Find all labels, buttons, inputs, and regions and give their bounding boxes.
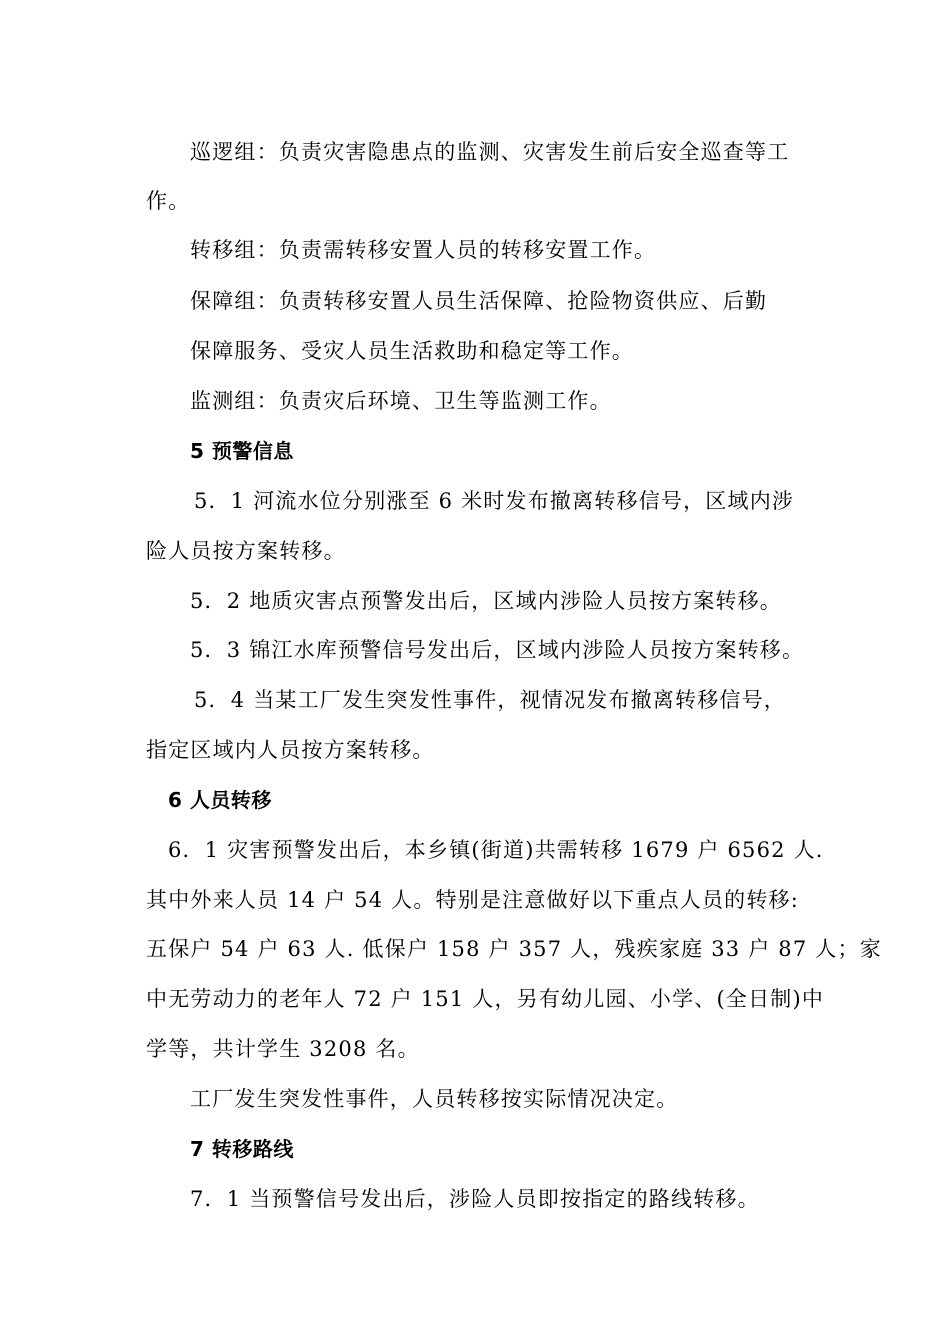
personnel-6-1-line-2: 其中外来人员 14 户 54 人。特别是注意做好以下重点人员的转移:	[146, 888, 800, 912]
support-group-line-1: 保障组：负责转移安置人员生活保障、抢险物资供应、后勤	[190, 289, 768, 313]
monitor-group-line: 监测组：负责灾后环境、卫生等监测工作。	[190, 389, 612, 413]
section-heading-route: 7 转移路线	[190, 1137, 294, 1161]
warning-5-1-line-1: 5．1 河流水位分别涨至 6 米时发布撤离转移信号，区域内涉	[194, 489, 795, 513]
personnel-6-1-line-4: 中无劳动力的老年人 72 户 151 人，另有幼儿园、小学、(全日制)中	[146, 987, 825, 1011]
section-heading-warning: 5 预警信息	[190, 439, 294, 463]
factory-event-line: 工厂发生突发性事件，人员转移按实际情况决定。	[190, 1087, 679, 1111]
patrol-group-line-1: 巡逻组：负责灾害隐患点的监测、灾害发生前后安全巡查等工	[190, 140, 790, 164]
warning-5-4-line-1: 5．4 当某工厂发生突发性事件，视情况发布撤离转移信号，	[194, 688, 786, 712]
patrol-group-line-2: 作。	[146, 189, 191, 213]
personnel-6-1-line-1: 6．1 灾害预警发出后，本乡镇(街道)共需转移 1679 户 6562 人.	[168, 838, 824, 862]
warning-5-4-line-2: 指定区域内人员按方案转移。	[146, 738, 435, 762]
support-group-line-2: 保障服务、受灾人员生活救助和稳定等工作。	[190, 339, 634, 363]
route-7-1-line: 7．1 当预警信号发出后，涉险人员即按指定的路线转移。	[190, 1187, 760, 1211]
warning-5-1-line-2: 险人员按方案转移。	[146, 539, 346, 563]
warning-5-3-line: 5．3 锦江水库预警信号发出后，区域内涉险人员按方案转移。	[190, 638, 805, 662]
personnel-6-1-line-5: 学等，共计学生 3208 名。	[146, 1037, 420, 1061]
transfer-group-line: 转移组：负责需转移安置人员的转移安置工作。	[190, 238, 657, 262]
personnel-6-1-line-3: 五保户 54 户 63 人. 低保户 158 户 357 人，残疾家庭 33 户 87 人；家	[146, 937, 882, 961]
warning-5-2-line: 5．2 地质灾害点预警发出后，区域内涉险人员按方案转移。	[190, 589, 782, 613]
section-heading-personnel: 6 人员转移	[168, 788, 272, 812]
